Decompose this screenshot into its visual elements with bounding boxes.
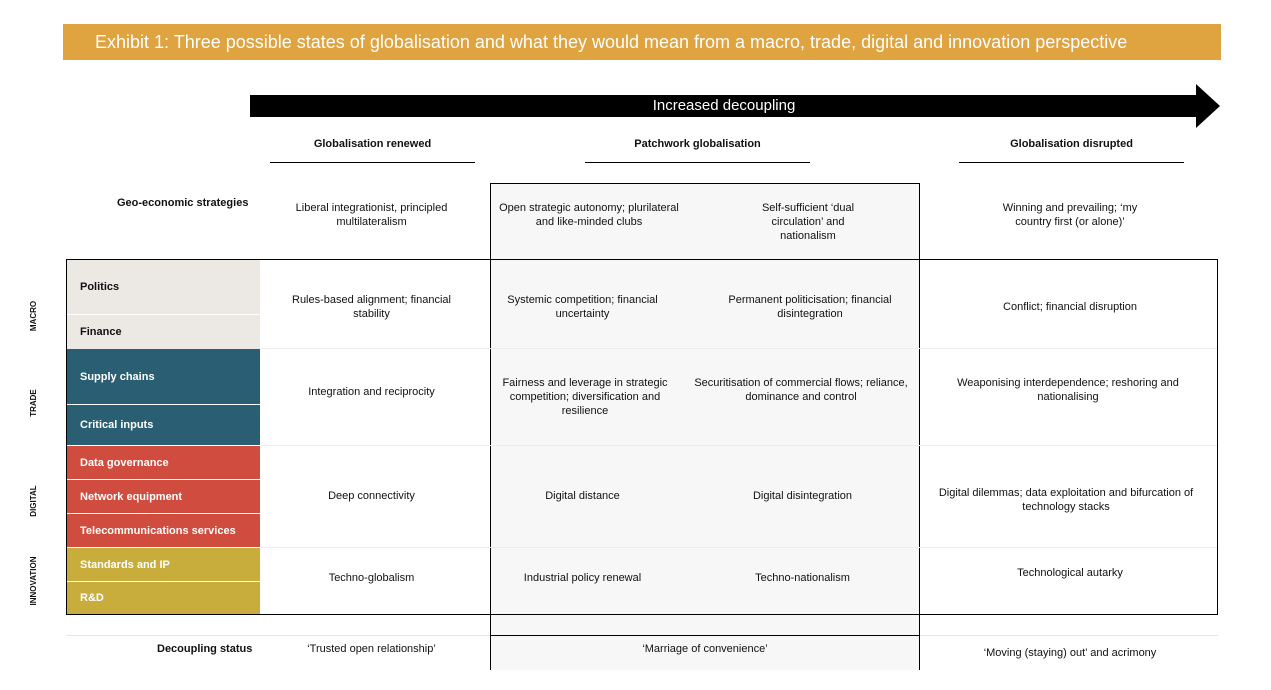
category-telecom-services: [67, 514, 260, 547]
decoupling-arrow-label: Increased decoupling: [652, 97, 796, 114]
geo-renewed-text: Liberal integrationist, principled multilateralism: [295, 202, 448, 228]
innovation-patchwork-b-text: Techno-nationalism: [755, 572, 850, 584]
group-label-innovation: INNOVATION: [29, 556, 38, 606]
column-header-disrupted: Globalisation disrupted: [1010, 138, 1133, 150]
category-data-governance: [67, 446, 260, 479]
category-finance-label: Finance: [80, 326, 122, 338]
geo-disrupted-text: Winning and prevailing; ‘my country first (or alone)’: [1002, 202, 1138, 228]
geo-economic-label: Geo-economic strategies: [117, 197, 249, 209]
column-header-patchwork: Patchwork globalisation: [634, 138, 761, 150]
row-separator-trade-digital: [260, 445, 1217, 446]
macro-disrupted-text: Conflict; financial disruption: [1003, 301, 1137, 313]
trade-patchwork-b-text: Securitisation of commercial flows; reliance, dominance and control: [694, 377, 908, 403]
category-rnd-label: R&D: [80, 592, 104, 604]
category-supply-chains: [67, 349, 260, 404]
digital-disrupted-text: Digital dilemmas; data exploitation and bifurcation of technology stacks: [938, 487, 1194, 513]
category-critical-inputs-label: Critical inputs: [80, 419, 154, 431]
category-rnd: [67, 582, 260, 614]
column-underline-disrupted: [959, 162, 1184, 163]
category-critical-inputs: [67, 405, 260, 445]
status-renewed-text: ‘Trusted open relationship’: [307, 643, 436, 655]
category-standards-ip: [67, 548, 260, 581]
decoupling-arrow-head: [1196, 84, 1220, 128]
column-header-renewed: Globalisation renewed: [313, 138, 432, 150]
row-separator-digital-innovation: [260, 547, 1217, 548]
status-patchwork-top-line: [490, 635, 920, 636]
category-finance: [67, 315, 260, 349]
category-telecom-services-label: Telecommunications services: [80, 524, 236, 537]
status-patchwork-text: ‘Marriage of convenience’: [642, 643, 768, 655]
digital-patchwork-a-text: Digital distance: [545, 490, 620, 502]
category-network-equipment: [67, 480, 260, 513]
macro-renewed-text: Rules-based alignment; financial stability: [292, 294, 451, 320]
category-supply-chains-label: Supply chains: [80, 370, 155, 383]
group-label-trade: TRADE: [29, 389, 38, 417]
exhibit-title: Exhibit 1: Three possible states of globalisation and what they would mean from a macro, trade, digital and innovation perspective: [63, 24, 1221, 60]
macro-patchwork-a-text: Systemic competition; financial uncertainty: [507, 294, 658, 320]
category-politics: [67, 260, 260, 314]
row-separator-macro-trade: [260, 348, 1217, 349]
column-underline-patchwork: [585, 162, 810, 163]
innovation-renewed-text: Techno-globalism: [328, 572, 415, 584]
group-label-digital: DIGITAL: [29, 485, 38, 517]
geo-patchwork-b-text: Self-sufficient ‘dual circulation’ and nationalism: [761, 202, 855, 242]
macro-patchwork-b-text: Permanent politicisation; financial disintegration: [728, 294, 892, 320]
group-label-macro: MACRO: [29, 300, 38, 332]
trade-patchwork-a-text: Fairness and leverage in strategic competition; diversification and resilience: [502, 377, 668, 417]
innovation-disrupted-text: Technological autarky: [1017, 567, 1123, 579]
column-underline-renewed: [270, 162, 475, 163]
category-network-equipment-label: Network equipment: [80, 490, 183, 503]
geo-patchwork-a-text: Open strategic autonomy; plurilateral and like-minded clubs: [499, 202, 679, 228]
category-standards-ip-label: Standards and IP: [80, 558, 170, 571]
category-politics-label: Politics: [80, 281, 120, 293]
decoupling-status-label: Decoupling status: [157, 643, 253, 655]
digital-renewed-text: Deep connectivity: [328, 490, 415, 502]
status-disrupted-text: ‘Moving (staying) out’ and acrimony: [983, 647, 1157, 659]
category-data-governance-label: Data governance: [80, 456, 169, 469]
innovation-patchwork-a-text: Industrial policy renewal: [523, 572, 642, 584]
trade-renewed-text: Integration and reciprocity: [308, 386, 435, 398]
digital-patchwork-b-text: Digital disintegration: [752, 490, 853, 502]
trade-disrupted-text: Weaponising interdependence; reshoring and nationalising: [957, 377, 1179, 403]
